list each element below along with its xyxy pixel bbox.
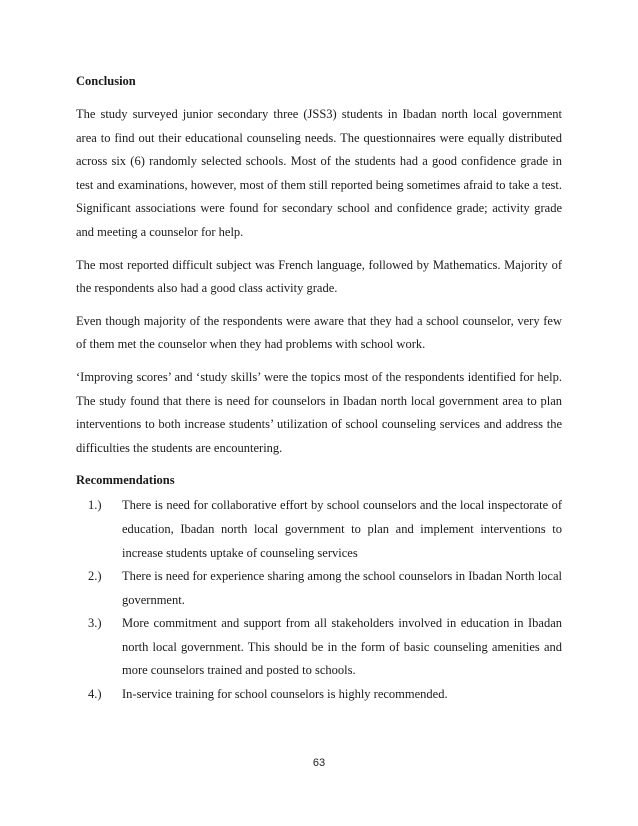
recommendation-number: 2.): [88, 569, 102, 584]
page-number: 63: [312, 757, 326, 769]
conclusion-paragraph-1: The study surveyed junior secondary three (JSS3) students in Ibadan north local government area to find out their educational counseling needs. The questionnaires were equally distributed across six (6) randomly selected schools. Most of the students had a good confidence grade in test and examinations, however, most of them still reported being sometimes afraid to take a test. Significant associations were found for secondary school and confidence grade; activity grade and meeting a counselor for help.: [76, 107, 562, 239]
conclusion-paragraph-2: The most reported difficult subject was French language, followed by Mathematics. Majority of the respondents also had a good class activity grade.: [76, 257, 562, 296]
recommendation-number: 3.): [88, 616, 102, 631]
document-page: [76, 70, 562, 707]
recommendation-text: There is need for collaborative effort by school counselors and the local inspectorate of education, Ibadan north local government to plan and implement interventions to increase students uptake of counseling services: [122, 498, 562, 560]
recommendation-text: In-service training for school counselors is highly recommended.: [122, 687, 448, 702]
recommendation-item: [88, 612, 562, 683]
recommendations-heading: Recommendations: [76, 473, 175, 488]
recommendations-list: [76, 494, 562, 706]
recommendation-item: [88, 494, 562, 565]
recommendation-number: 1.): [88, 498, 102, 513]
recommendation-item: [88, 565, 562, 612]
recommendation-text: There is need for experience sharing among the school counselors in Ibadan North local government.: [122, 569, 562, 607]
recommendation-text: More commitment and support from all stakeholders involved in education in Ibadan north local government. This should be in the form of basic counseling amenities and more counselors trained and posted to schools.: [122, 616, 562, 678]
conclusion-heading: Conclusion: [76, 74, 136, 88]
recommendation-number: 4.): [88, 687, 102, 702]
conclusion-paragraph-3: Even though majority of the respondents were aware that they had a school counselor, very few of them met the counselor when they had problems with school work.: [76, 313, 562, 352]
conclusion-paragraph-4: ‘Improving scores’ and ‘study skills’ were the topics most of the respondents identified for help. The study found that there is need for counselors in Ibadan north local government area to plan interventions to both increase students’ utilization of school counseling services and address the difficulties the students are encountering.: [76, 369, 562, 455]
recommendation-item: [88, 683, 562, 707]
